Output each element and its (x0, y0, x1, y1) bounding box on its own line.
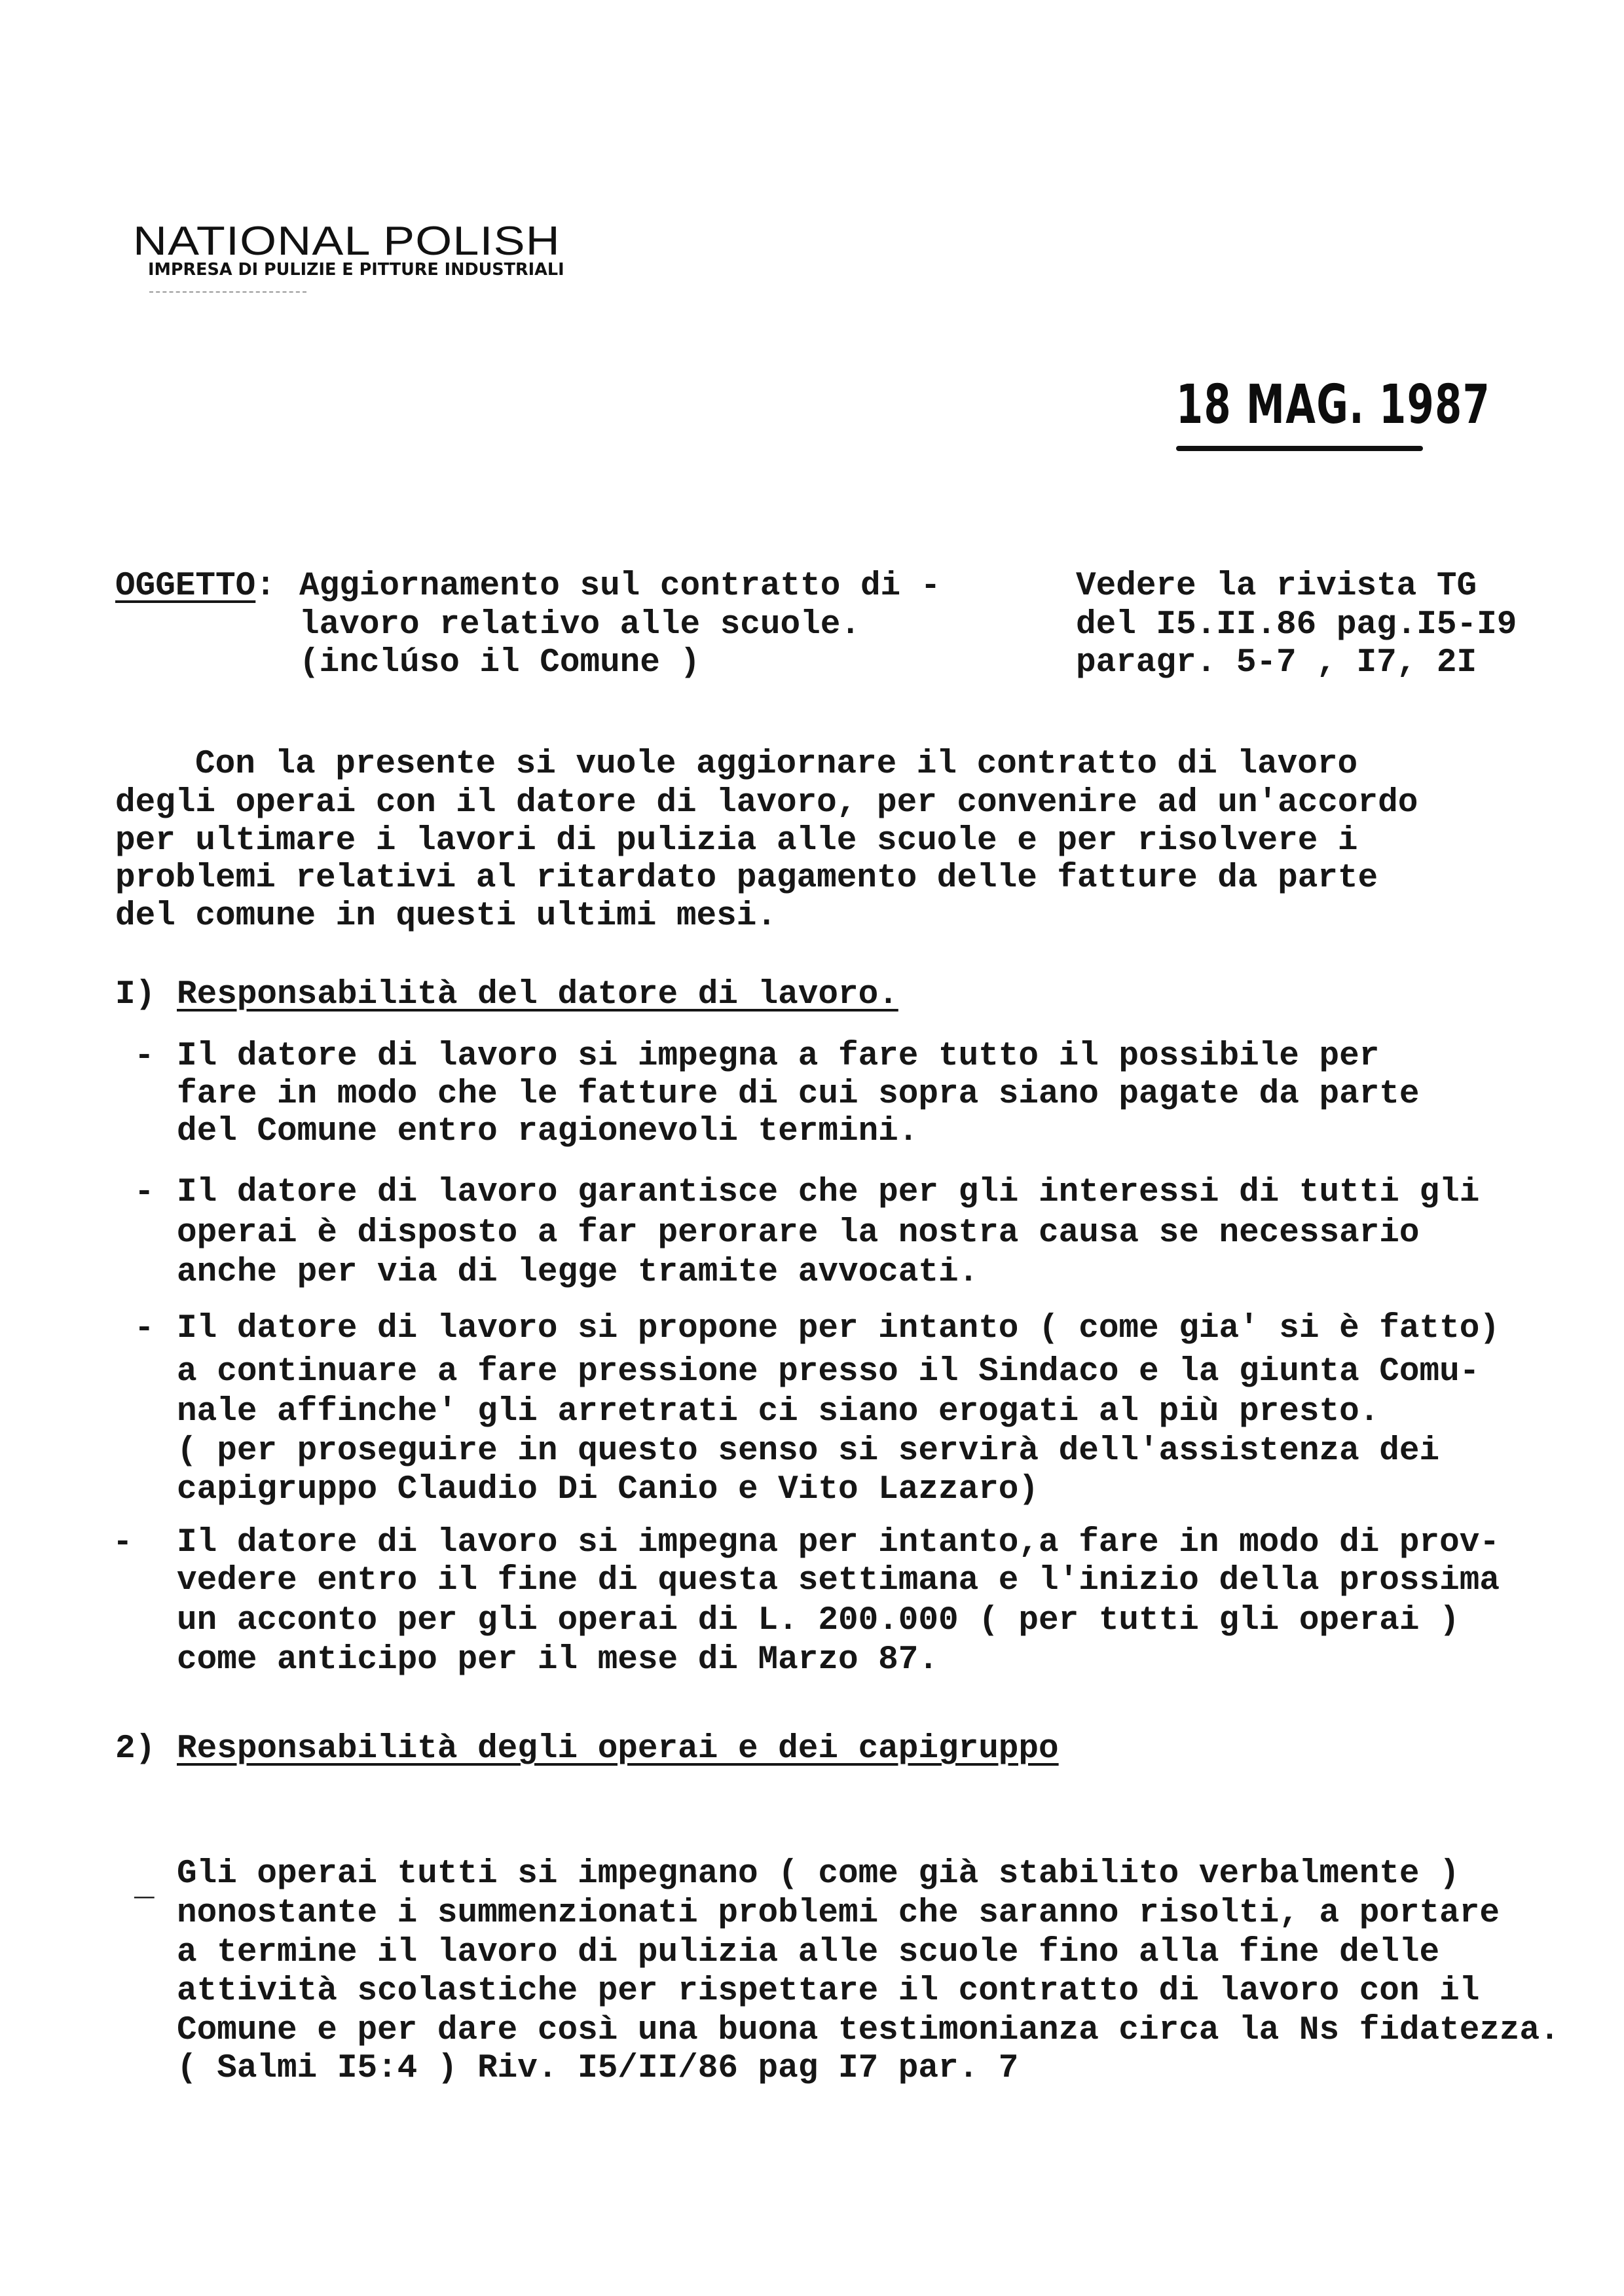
letterhead-rule (149, 291, 306, 294)
bullet-line: Il datore di lavoro si impegna a fare tutto il possibile per (177, 1038, 1380, 1075)
intro-line: per ultimare i lavori di pulizia alle scuole e per risolvere i (115, 822, 1358, 860)
date-stamp-underline (1176, 446, 1423, 451)
subject-separator: : (255, 568, 276, 605)
intro-line: Con la presente si vuole aggiornare il contratto di lavoro (195, 746, 1358, 783)
section-heading: Responsabilità del datore di lavoro. (177, 976, 898, 1013)
subject-line: (inclúso il Comune ) (299, 644, 701, 682)
bullet-line: capigruppo Claudio Di Canio e Vito Lazzaro) (177, 1471, 1039, 1508)
subject-line: lavoro relativo alle scuole. (299, 606, 860, 644)
bullet-line: del Comune entro ragionevoli termini. (177, 1113, 919, 1150)
bullet-line: attività scolastiche per rispettare il contratto di lavoro con il (177, 1973, 1480, 2010)
bullet-dash: - (113, 1524, 133, 1561)
intro-line: degli operai con il datore di lavoro, per convenire ad un'accordo (115, 784, 1418, 822)
company-tagline: IMPRESA DI PULIZIE E PITTURE INDUSTRIALI (148, 260, 564, 280)
section-number: 2) (115, 1730, 156, 1768)
bullet-dash: - (134, 1310, 155, 1347)
bullet-line: anche per via di legge tramite avvocati. (177, 1254, 979, 1291)
date-stamp: 18 MAG. 1987 (1176, 374, 1491, 436)
bullet-line: Comune e per dare così una buona testimonianza circa la Ns fidatezza. (177, 2012, 1560, 2049)
company-name: NATIONAL POLISH (133, 219, 561, 264)
bullet-line: vedere entro il fine di questa settimana e l'inizio della prossima (177, 1562, 1500, 1599)
subject-line: Aggiornamento sul contratto di - (299, 568, 941, 605)
bullet-line: Gli operai tutti si impegnano ( come già stabilito verbalmente ) (177, 1855, 1460, 1893)
subject-label: OGGETTO (115, 568, 256, 605)
bullet-line: ( Salmi I5:4 ) Riv. I5/II/86 pag I7 par. 7 (177, 2050, 1019, 2087)
intro-line: problemi relativi al ritardato pagamento delle fatture da parte (115, 860, 1378, 897)
bullet-dash: - (134, 1038, 155, 1075)
bullet-line: a termine il lavoro di pulizia alle scuole fino alla fine delle (177, 1934, 1440, 1971)
reference-line: paragr. 5-7 , I7, 2I (1076, 644, 1477, 682)
reference-line: Vedere la rivista TG (1076, 568, 1477, 605)
bullet-line: Il datore di lavoro garantisce che per gli interessi di tutti gli (177, 1174, 1480, 1211)
bullet-line: Il datore di lavoro si propone per intanto ( come gia' si è fatto) (177, 1310, 1500, 1347)
bullet-dash: - (134, 1174, 155, 1211)
bullet-line: Il datore di lavoro si impegna per intanto,a fare in modo di prov- (177, 1524, 1500, 1561)
bullet-line: ( per proseguire in questo senso si servirà dell'assistenza dei (177, 1432, 1440, 1470)
bullet-line: nale affinche' gli arretrati ci siano erogati al più presto. (177, 1393, 1380, 1430)
subject-label-line (115, 567, 276, 606)
bullet-dash: _ (134, 1868, 155, 1905)
reference-line: del I5.II.86 pag.I5-I9 (1076, 606, 1517, 644)
bullet-line: fare in modo che le fatture di cui sopra siano pagate da parte (177, 1076, 1420, 1113)
section-number: I) (115, 976, 156, 1013)
bullet-line: operai è disposto a far perorare la nostra causa se necessario (177, 1214, 1420, 1252)
bullet-line: a continuare a fare pressione presso il Sindaco e la giunta Comu- (177, 1353, 1480, 1391)
bullet-line: nonostante i summenzionati problemi che saranno risolti, a portare (177, 1895, 1500, 1932)
bullet-line: un acconto per gli operai di L. 200.000 ( per tutti gli operai ) (177, 1602, 1460, 1639)
bullet-line: come anticipo per il mese di Marzo 87. (177, 1641, 938, 1679)
section-heading: Responsabilità degli operai e dei capigruppo (177, 1730, 1059, 1768)
intro-line: del comune in questi ultimi mesi. (115, 898, 777, 935)
